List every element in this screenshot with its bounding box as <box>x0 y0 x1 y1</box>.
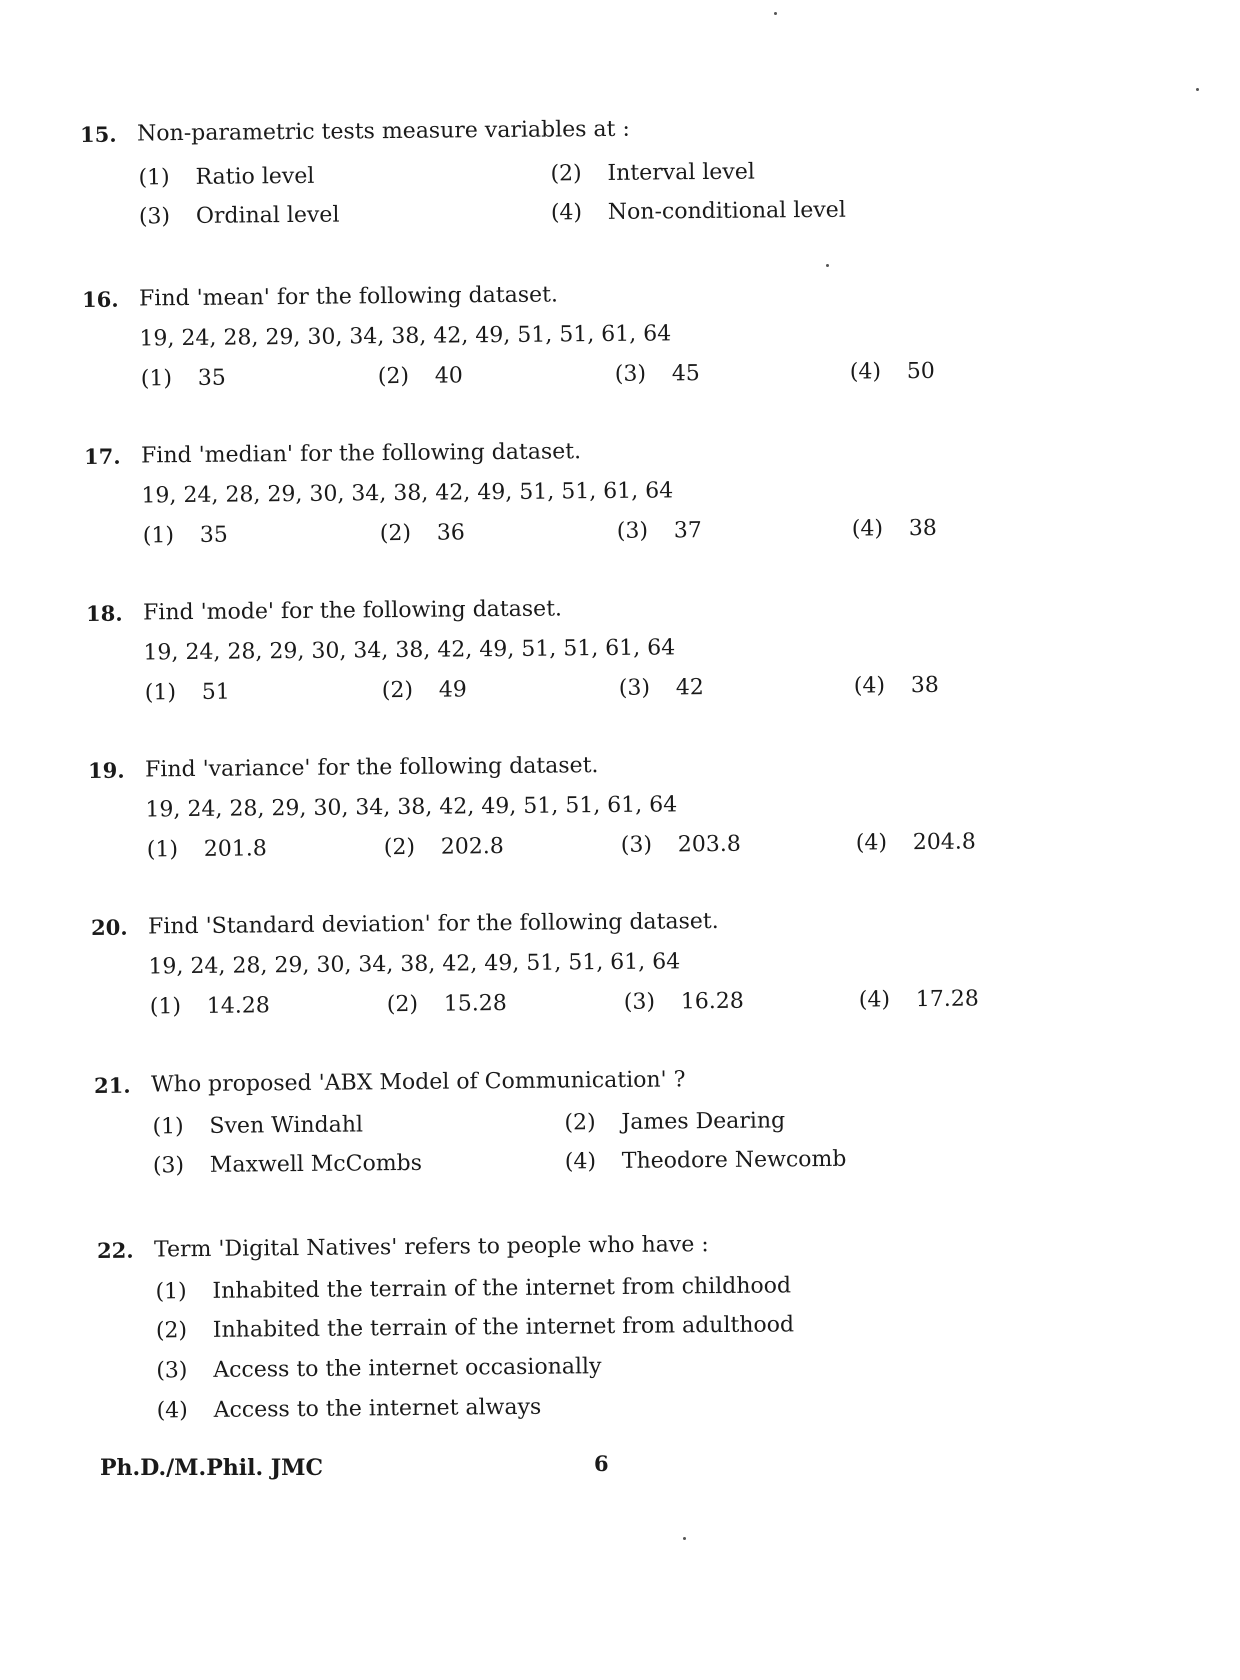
dataset: 19, 24, 28, 29, 30, 34, 38, 42, 49, 51, 51, 61, 64 <box>139 321 672 352</box>
question-text: Find 'Standard deviation' for the following dataset. <box>147 908 719 940</box>
option-text: 36 <box>436 520 465 546</box>
option-text: Ratio level <box>195 163 315 190</box>
option-number: (3) <box>618 675 651 701</box>
option-text: 16.28 <box>680 988 744 1015</box>
option-text: Inhabited the terrain of the internet from adulthood <box>212 1312 795 1343</box>
dataset: 19, 24, 28, 29, 30, 34, 38, 42, 49, 51, 51, 61, 64 <box>143 635 676 666</box>
question-number: 18. <box>85 600 123 626</box>
scan-speck <box>683 1537 686 1540</box>
question-number: 17. <box>83 443 121 469</box>
option-text: 40 <box>434 363 463 389</box>
option-text: 35 <box>197 365 226 391</box>
question-text: Term 'Digital Natives' refers to people who have : <box>153 1232 709 1263</box>
scan-speck <box>826 264 829 267</box>
option-number: (2) <box>377 363 410 390</box>
option-2 <box>382 679 467 702</box>
option-4 <box>564 1146 847 1175</box>
option-number: (1) <box>144 680 177 706</box>
option-number: (4) <box>849 359 882 385</box>
question-text: Who proposed 'ABX Model of Communication' ? <box>150 1067 686 1098</box>
option-number: (3) <box>156 1358 188 1384</box>
option-4 <box>156 1394 542 1424</box>
option-1 <box>155 1275 791 1303</box>
option-number: (4) <box>853 673 886 699</box>
option-text: 49 <box>438 677 467 703</box>
scan-speck <box>1196 88 1199 91</box>
option-3 <box>623 988 744 1015</box>
option-3 <box>619 677 704 700</box>
question-number: 15. <box>79 121 117 147</box>
option-number: (1) <box>152 1114 184 1140</box>
option-text: 38 <box>910 672 939 699</box>
option-text: 203.8 <box>677 831 741 858</box>
option-number: (2) <box>386 991 419 1018</box>
option-3 <box>152 1150 423 1179</box>
option-text: Maxwell McCombs <box>209 1150 423 1178</box>
option-text: 204.8 <box>912 829 976 856</box>
option-2 <box>384 836 504 859</box>
option-number: (3) <box>620 832 653 858</box>
option-2 <box>564 1110 785 1134</box>
option-3 <box>617 520 702 543</box>
option-text: 50 <box>906 358 935 385</box>
option-number: (3) <box>623 989 656 1015</box>
option-text: 202.8 <box>440 834 504 860</box>
dataset: 19, 24, 28, 29, 30, 34, 38, 42, 49, 51, 51, 61, 64 <box>148 949 681 980</box>
option-3 <box>620 831 741 858</box>
option-number: (1) <box>146 837 179 863</box>
question-number: 22. <box>96 1237 134 1263</box>
option-text: 35 <box>199 522 228 548</box>
question-number: 20. <box>90 914 128 940</box>
option-3 <box>615 363 700 386</box>
option-text: James Dearing <box>621 1108 786 1135</box>
option-number: (1) <box>138 165 170 191</box>
dataset: 19, 24, 28, 29, 30, 34, 38, 42, 49, 51, 51, 61, 64 <box>145 792 678 823</box>
option-number: (2) <box>155 1318 188 1344</box>
option-text: 45 <box>671 361 700 387</box>
option-text: 38 <box>908 515 937 542</box>
option-number: (2) <box>381 677 414 704</box>
option-2 <box>550 159 755 187</box>
option-1 <box>144 679 230 706</box>
option-number: (3) <box>152 1153 185 1179</box>
option-text: 15.28 <box>443 991 507 1017</box>
option-number: (2) <box>379 520 412 547</box>
option-3 <box>156 1356 601 1382</box>
option-4 <box>849 358 935 385</box>
question-text: Non-parametric tests measure variables at : <box>136 116 630 147</box>
option-number: (1) <box>142 523 175 549</box>
option-2 <box>387 993 507 1016</box>
question-number: 21. <box>93 1072 131 1098</box>
option-number: (2) <box>564 1110 596 1136</box>
option-text: Access to the internet always <box>213 1394 542 1423</box>
option-text: Non-conditional level <box>607 197 846 225</box>
option-number: (2) <box>383 834 416 861</box>
option-1 <box>147 838 267 861</box>
option-text: 17.28 <box>915 986 979 1013</box>
option-1 <box>150 995 270 1018</box>
option-1 <box>140 365 226 392</box>
question-text: Find 'mode' for the following dataset. <box>142 596 563 626</box>
option-number: (4) <box>156 1398 188 1424</box>
paper-code: Ph.D./M.Phil. JMC <box>100 1455 324 1481</box>
option-number: (4) <box>858 987 891 1013</box>
option-text: Access to the internet occasionally <box>213 1354 602 1383</box>
option-text: Sven Windahl <box>209 1112 364 1139</box>
option-number: (4) <box>855 830 888 856</box>
option-4 <box>550 197 846 226</box>
option-4 <box>853 672 939 699</box>
option-2 <box>378 365 463 388</box>
option-4 <box>856 831 976 854</box>
option-1 <box>138 163 315 191</box>
dataset: 19, 24, 28, 29, 30, 34, 38, 42, 49, 51, 51, 61, 64 <box>141 478 674 509</box>
option-text: 51 <box>201 679 230 705</box>
question-number: 16. <box>81 286 119 312</box>
option-number: (3) <box>616 518 649 544</box>
option-number: (1) <box>149 994 182 1020</box>
option-1 <box>142 522 228 549</box>
option-3 <box>138 202 340 230</box>
page-number: 6 <box>594 1451 609 1476</box>
option-number: (2) <box>550 161 582 187</box>
option-1 <box>152 1114 363 1138</box>
option-number: (1) <box>140 366 173 392</box>
question-text: Find 'mean' for the following dataset. <box>138 282 559 312</box>
option-text: Inhabited the terrain of the internet from childhood <box>212 1273 792 1304</box>
scan-speck <box>774 12 777 15</box>
option-number: (3) <box>138 204 171 230</box>
option-text: 37 <box>673 518 702 544</box>
option-number: (4) <box>564 1149 597 1175</box>
option-text: Interval level <box>607 159 755 186</box>
option-number: (4) <box>851 516 884 542</box>
question-text: Find 'median' for the following dataset. <box>140 439 582 469</box>
option-text: Ordinal level <box>195 202 340 229</box>
option-text: 201.8 <box>203 836 267 862</box>
option-2 <box>380 522 465 545</box>
option-4 <box>851 515 937 542</box>
option-text: 42 <box>675 675 704 701</box>
option-number: (1) <box>155 1279 187 1305</box>
option-2 <box>156 1314 794 1342</box>
option-text: Theodore Newcomb <box>621 1146 847 1174</box>
option-4 <box>859 988 979 1011</box>
option-number: (4) <box>550 200 583 226</box>
question-text: Find 'variance' for the following dataset. <box>144 753 599 783</box>
option-number: (3) <box>614 361 647 387</box>
question-number: 19. <box>87 757 125 783</box>
option-text: 14.28 <box>206 993 270 1019</box>
